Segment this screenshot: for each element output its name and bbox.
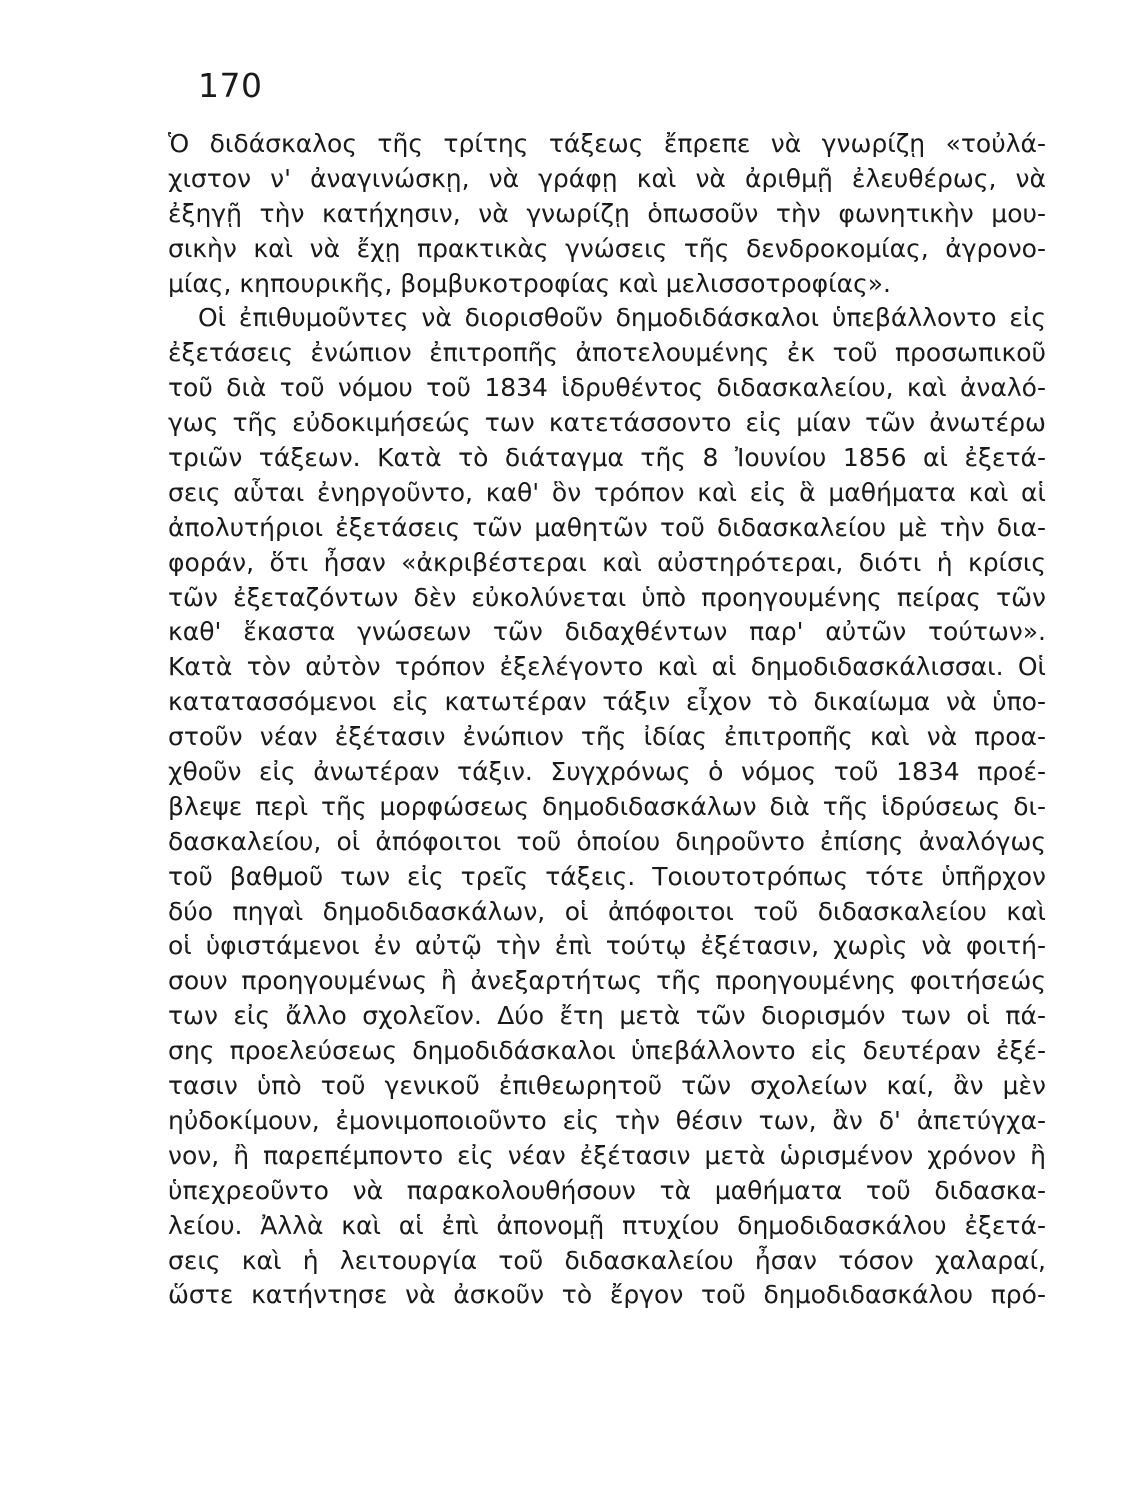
text-line: στοῦν νέαν ἐξέτασιν ἐνώπιον τῆς ἰδίας ἐπιτροπῆς καὶ νὰ προα- (168, 722, 1046, 752)
text-line: τασιν ὑπὸ τοῦ γενικοῦ ἐπιθεωρητοῦ τῶν σχολείων καί, ἂν μὲν (168, 1071, 1046, 1101)
text-line: χθοῦν εἰς ἀνωτέραν τάξιν. Συγχρόνως ὁ νόμος τοῦ 1834 προέ- (168, 757, 1046, 787)
text-line: Κατὰ τὸν αὐτὸν τρόπον ἐξελέγοντο καὶ αἱ δημοδιδασκάλισσαι. Οἱ (168, 652, 1046, 682)
text-line: σεις καὶ ἡ λειτουργία τοῦ διδασκαλείου ἦσαν τόσον χαλαραί, (168, 1245, 1046, 1275)
text-line: τοῦ διὰ τοῦ νόμου τοῦ 1834 ἱδρυθέντος διδασκαλείου, καὶ ἀναλό- (168, 373, 1046, 403)
text-line: Ὁ διδάσκαλος τῆς τρίτης τάξεως ἔπρεπε νὰ γνωρίζῃ «τοὐλά- (168, 129, 1046, 158)
text-line: φοράν, ὅτι ἦσαν «ἀκριβέστεραι καὶ αὐστηρότεραι, διότι ἡ κρίσις (168, 547, 1046, 577)
body-text (168, 127, 1046, 1313)
text-line: των εἰς ἄλλο σχολεῖον. Δύο ἔτη μετὰ τῶν διορισμόν των οἱ πά- (168, 1001, 1046, 1031)
text-line: τοῦ βαθμοῦ των εἰς τρεῖς τάξεις. Τοιουτοτρόπως τότε ὑπῆρχον (168, 861, 1046, 891)
text-line: ἐξετάσεις ἐνώπιον ἐπιτροπῆς ἀποτελουμένης ἐκ τοῦ προσωπικοῦ (168, 338, 1046, 368)
text-line: σης προελεύσεως δημοδιδάσκαλοι ὑπεβάλλοντο εἰς δευτέραν ἐξέ- (168, 1036, 1046, 1066)
text-line: ὑπεχρεοῦντο νὰ παρακολουθήσουν τὰ μαθήματα τοῦ διδασκα- (168, 1175, 1046, 1205)
text-line: σικὴν καὶ νὰ ἔχῃ πρακτικὰς γνώσεις τῆς δενδροκομίας, ἀγρονο- (168, 233, 1046, 263)
text-line: ἐξηγῇ τὴν κατήχησιν, νὰ γνωρίζῃ ὁπωσοῦν τὴν φωνητικὴν μου- (168, 198, 1046, 228)
text-line: ηὐδοκίμουν, ἐμονιμοποιοῦντο εἰς τὴν θέσιν των, ἂν δ' ἀπετύγχα- (168, 1105, 1046, 1135)
text-line: τριῶν τάξεων. Κατὰ τὸ διάταγμα τῆς 8 Ἰουνίου 1856 αἱ ἐξετά- (168, 443, 1046, 473)
text-line: σεις αὗται ἐνηργοῦντο, καθ' ὃν τρόπον καὶ εἰς ἃ μαθήματα καὶ αἱ (168, 477, 1046, 507)
text-line: νον, ἢ παρεπέμποντο εἰς νέαν ἐξέτασιν μετὰ ὡρισμένον χρόνον ἢ (168, 1140, 1046, 1170)
text-line: χιστον ν' ἀναγινώσκῃ, νὰ γράφῃ καὶ νὰ ἀριθμῇ ἐλευθέρως, νὰ (168, 163, 1046, 193)
page-number: 170 (198, 66, 263, 105)
text-line: οἱ ὑφιστάμενοι ἐν αὐτῷ τὴν ἐπὶ τούτῳ ἐξέτασιν, χωρὶς νὰ φοιτή- (168, 931, 1046, 961)
text-line: Οἱ ἐπιθυμοῦντες νὰ διορισθοῦν δημοδιδάσκαλοι ὑπεβάλλοντο εἰς (198, 303, 1046, 333)
text-line: δύο πηγαὶ δημοδιδασκάλων, οἱ ἀπόφοιτοι τοῦ διδασκαλείου καὶ (168, 896, 1046, 926)
text-line: σουν προηγουμένως ἢ ἀνεξαρτήτως τῆς προηγουμένης φοιτήσεώς (168, 966, 1046, 996)
text-line: λείου. Ἀλλὰ καὶ αἱ ἐπὶ ἀπονομῇ πτυχίου δημοδιδασκάλου ἐξετά- (168, 1210, 1046, 1240)
text-line: ἀπολυτήριοι ἐξετάσεις τῶν μαθητῶν τοῦ διδασκαλείου μὲ τὴν δια- (168, 512, 1046, 542)
text-line: καθ' ἕκαστα γνώσεων τῶν διδαχθέντων παρ' αὐτῶν τούτων». (168, 617, 1046, 647)
text-line: τῶν ἐξεταζόντων δὲν εὐκολύνεται ὑπὸ προηγουμένης πείρας τῶν (168, 582, 1046, 612)
text-line: ὥστε κατήντησε νὰ ἀσκοῦν τὸ ἔργον τοῦ δημοδιδασκάλου πρό- (168, 1280, 1046, 1310)
text-line: γως τῆς εὐδοκιμήσεώς των κατετάσσοντο εἰς μίαν τῶν ἀνωτέρω (168, 408, 1046, 438)
text-line: μίας, κηπουρικῆς, βομβυκοτροφίας καὶ μελισσοτροφίας». (168, 268, 891, 298)
text-line: δασκαλείου, οἱ ἀπόφοιτοι τοῦ ὁποίου διηροῦντο ἐπίσης ἀναλόγως (168, 826, 1046, 856)
text-line: βλεψε περὶ τῆς μορφώσεως δημοδιδασκάλων διὰ τῆς ἱδρύσεως δι- (168, 791, 1046, 821)
text-line: κατατασσόμενοι εἰς κατωτέραν τάξιν εἶχον τὸ δικαίωμα νὰ ὑπο- (168, 687, 1046, 717)
